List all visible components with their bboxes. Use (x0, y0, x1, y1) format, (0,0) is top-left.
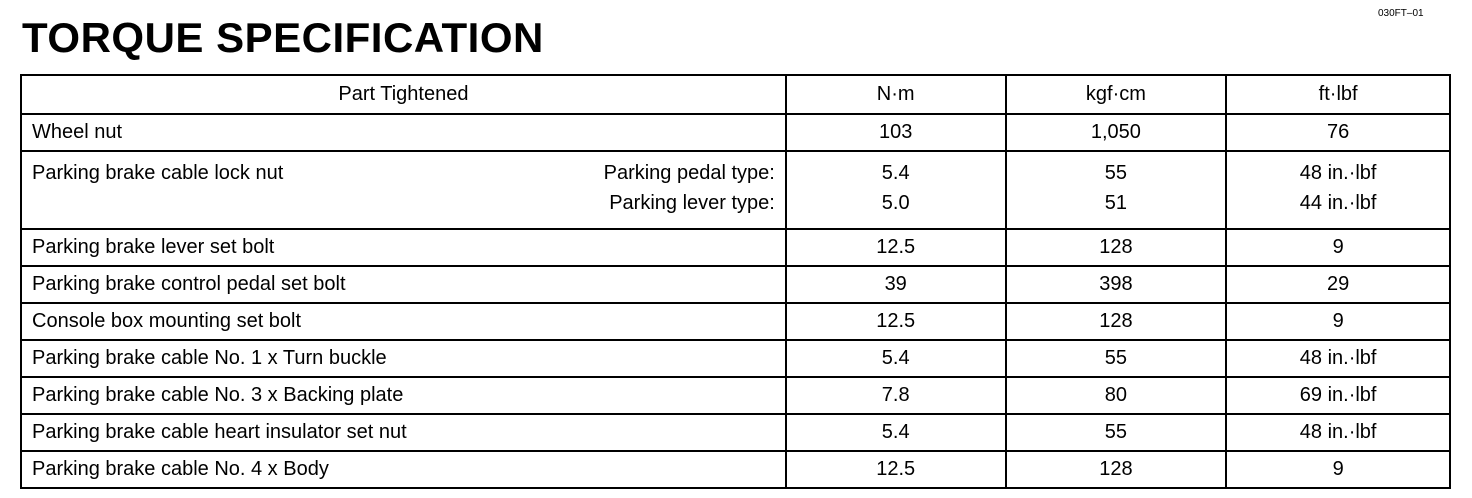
kgf-cell: 128 (1006, 451, 1227, 488)
kgf-cell: 128 (1006, 229, 1227, 266)
table-row (21, 114, 1450, 151)
kgf-cell: 80 (1006, 377, 1227, 414)
ftlbf-cell: 9 (1226, 229, 1450, 266)
header-part: Part Tightened (21, 75, 786, 114)
nm-cell: 12.5 (786, 229, 1006, 266)
part-cell: Parking brake cable heart insulator set nut (21, 414, 786, 451)
part-cell: Wheel nut (21, 114, 786, 151)
table-row (21, 340, 1450, 377)
part-name: Parking brake cable lock nut (32, 162, 284, 184)
sub-type-label: Parking lever type: (609, 192, 775, 214)
ftlbf-cell: 9 (1226, 303, 1450, 340)
ftlbf-cell: 29 (1226, 266, 1450, 303)
part-cell: Parking brake lever set bolt (21, 229, 786, 266)
kgf-value: 55 (1104, 162, 1128, 184)
nm-cell: 5.4 (786, 340, 1006, 377)
header-kgf: kgf·cm (1006, 75, 1227, 114)
ftlbf-value: 44 in.·lbf (1299, 192, 1377, 214)
kgf-cell: 55 (1006, 340, 1227, 377)
nm-value: 5.4 (881, 162, 910, 184)
document-code: 030FT–01 (1378, 8, 1424, 19)
page-title: TORQUE SPECIFICATION (22, 14, 544, 61)
table-row (21, 451, 1450, 488)
ftlbf-cell: 76 (1226, 114, 1450, 151)
table-row (21, 229, 1450, 266)
nm-cell: 103 (786, 114, 1006, 151)
kgf-cell (1006, 151, 1227, 229)
part-cell (21, 151, 786, 229)
sub-type-list (604, 158, 775, 218)
part-cell: Parking brake cable No. 1 x Turn buckle (21, 340, 786, 377)
kgf-cell: 398 (1006, 266, 1227, 303)
part-cell: Parking brake cable No. 4 x Body (21, 451, 786, 488)
table-row (21, 377, 1450, 414)
header-ftlbf: ft·lbf (1226, 75, 1450, 114)
header-nm: N·m (786, 75, 1006, 114)
ftlbf-cell: 9 (1226, 451, 1450, 488)
kgf-cell: 55 (1006, 414, 1227, 451)
ftlbf-cell: 48 in.·lbf (1226, 340, 1450, 377)
sub-type-label: Parking pedal type: (603, 162, 775, 184)
nm-value: 5.0 (881, 192, 910, 214)
nm-cell: 39 (786, 266, 1006, 303)
part-cell: Console box mounting set bolt (21, 303, 786, 340)
table-header-row (21, 75, 1450, 114)
kgf-value: 51 (1104, 192, 1128, 214)
ftlbf-value: 48 in.·lbf (1299, 162, 1377, 184)
nm-cell: 5.4 (786, 414, 1006, 451)
ftlbf-cell (1226, 151, 1450, 229)
table-row (21, 303, 1450, 340)
part-cell: Parking brake control pedal set bolt (21, 266, 786, 303)
ftlbf-cell: 69 in.·lbf (1226, 377, 1450, 414)
table-row (21, 151, 1450, 229)
kgf-cell: 128 (1006, 303, 1227, 340)
torque-table (20, 74, 1451, 489)
table-row (21, 414, 1450, 451)
nm-cell (786, 151, 1006, 229)
nm-cell: 12.5 (786, 303, 1006, 340)
nm-cell: 12.5 (786, 451, 1006, 488)
nm-cell: 7.8 (786, 377, 1006, 414)
kgf-cell: 1,050 (1006, 114, 1227, 151)
table-row (21, 266, 1450, 303)
ftlbf-cell: 48 in.·lbf (1226, 414, 1450, 451)
part-cell: Parking brake cable No. 3 x Backing plate (21, 377, 786, 414)
